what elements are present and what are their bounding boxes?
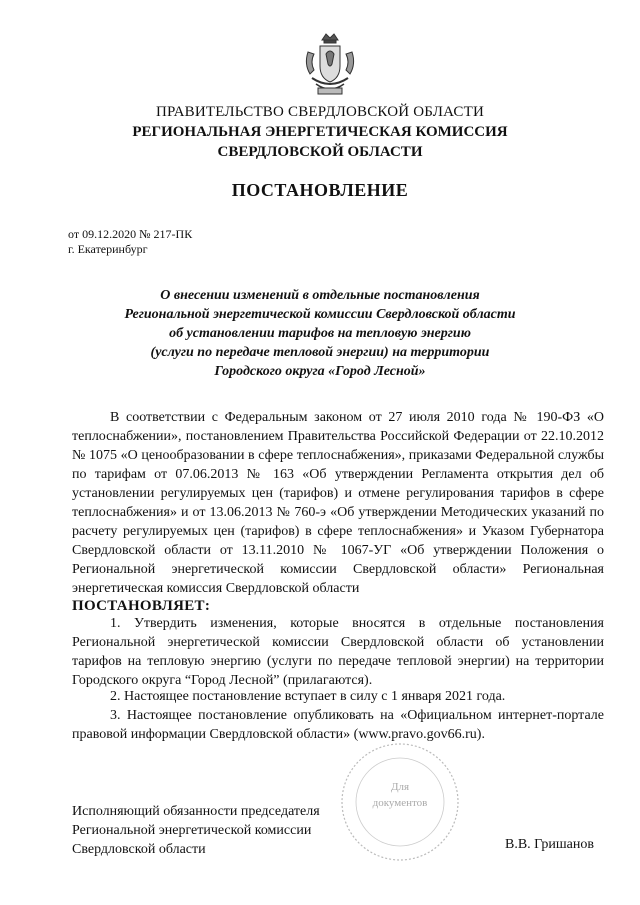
signer-name: В.В. Гришанов [505, 837, 594, 852]
document-date-number: от 09.12.2020 № 217-ПК [68, 227, 193, 241]
signer-position-line-1: Исполняющий обязанности председателя [72, 804, 320, 819]
subject-line: О внесении изменений в отдельные постановления [160, 288, 480, 303]
decree-item-2: 2. Настоящее постановление вступает в силу с 1 января 2021 года. [110, 689, 506, 704]
subject-line: об установлении тарифов на тепловую энергию [169, 326, 471, 341]
stamp-text-1: Для [390, 781, 410, 793]
preamble-paragraph: В соответствии с Федеральным законом от 27 июля 2010 года № 190-ФЗ «О теплоснабжении», постановлением Правительства Российской Федерации от 22.10.2012 № 1075 «О ценообразовании в сфере теплоснабжения», приказами Федеральной службы по тарифам от 07.06.2013 № 163 «Об утверждении Регламента открытия дел об установлении регулируемых цен (тарифов) и отмене регулирования тарифов в сфере теплоснабжения» и от 13.06.2013 № 760-э «Об утверждении Методических указаний по расчету регулируемых цен (тарифов) в сфере теплоснабжения» и Указом Губернатора Свердловской области от 13.11.2010 № 1067-УГ «Об утверждении Положения о Региональной энергетической комиссии Свердловской области» Региональная энергетическая комиссия Свердловской области [72, 410, 604, 596]
document-subject [100, 286, 540, 381]
signer-position-line-3: Свердловской области [72, 842, 206, 857]
subject-line: (услуги по передаче тепловой энергии) на территории [150, 345, 490, 360]
subject-line: Городского округа «Город Лесной» [214, 364, 426, 379]
decree-item-1: 1. Утвердить изменения, которые вносятся в отдельные постановления Региональной энергетической комиссии Свердловской области об установлении тарифов на тепловую энергию (услуги по передаче тепловой энергии) на территории Городского округа “Город Лесной” (прилагаются). [72, 616, 604, 688]
coat-of-arms-icon [300, 30, 360, 98]
document-type: ПОСТАНОВЛЕНИЕ [231, 180, 409, 200]
subject-line: Региональной энергетической комиссии Свердловской области [124, 307, 516, 322]
stamp-text-2: документов [372, 797, 428, 809]
signer-position-line-2: Региональной энергетической комиссии [72, 823, 312, 838]
decree-heading: ПОСТАНОВЛЯЕТ: [72, 598, 211, 614]
government-name: ПРАВИТЕЛЬСТВО СВЕРДЛОВСКОЙ ОБЛАСТИ [155, 104, 485, 120]
region-name: СВЕРДЛОВСКОЙ ОБЛАСТИ [217, 144, 423, 160]
commission-name: РЕГИОНАЛЬНАЯ ЭНЕРГЕТИЧЕСКАЯ КОМИССИЯ [132, 124, 508, 140]
document-city: г. Екатеринбург [68, 242, 148, 256]
document-stamp [338, 740, 462, 864]
decree-item-3: 3. Настоящее постановление опубликовать на «Официальном интернет-портале правовой информации Свердловской области» (www.pravo.gov66.ru). [72, 708, 604, 742]
